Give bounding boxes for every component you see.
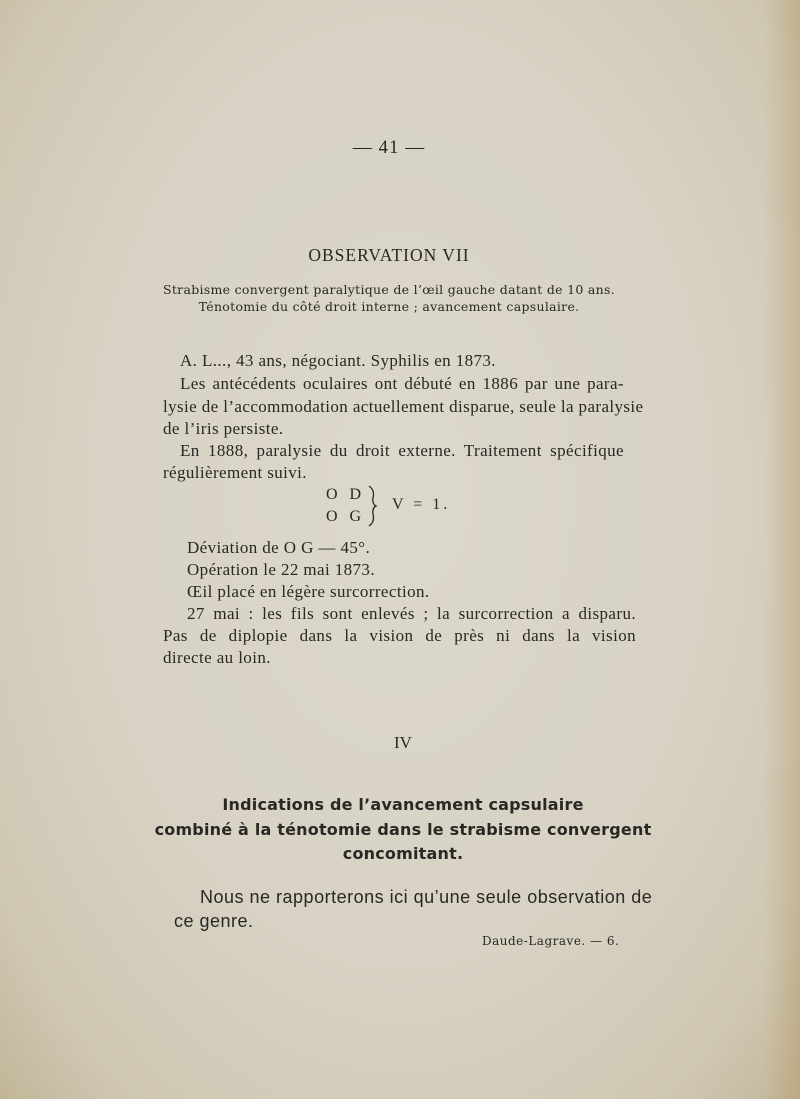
followup-line-3: directe au loin. (163, 648, 271, 667)
closing-line-1: Nous ne rapporterons ici qu’une seule observation de (200, 887, 653, 907)
page-edge-shadow (764, 0, 800, 1099)
section-number: IV (394, 733, 412, 752)
formula-od: O D (326, 486, 366, 503)
section-heading-line-2: combiné à la ténotomie dans le strabisme convergent (154, 820, 652, 839)
observation-subtitle-line-2: Ténotomie du côté droit interne ; avancement capsulaire. (198, 299, 580, 314)
printer-signature: Daude-Lagrave. — 6. (482, 934, 620, 948)
case-intro-line: A. L..., 43 ans, négociant. Syphilis en 1873. (180, 351, 496, 370)
history-line-5: régulièrement suivi. (163, 463, 307, 482)
followup-line-2: Pas de diplopie dans la vision de près ni dans la vision (163, 626, 636, 645)
deviation-line: Déviation de O G — 45°. (187, 538, 371, 557)
observation-title: OBSERVATION VII (308, 245, 470, 265)
observation-subtitle-line-1: Strabisme convergent paralytique de l’œil gauche datant de 10 ans. (162, 282, 615, 297)
formula-og: O G (326, 508, 366, 525)
formula-v-value: V = 1. (392, 496, 451, 513)
operation-line: Opération le 22 mai 1873. (187, 560, 375, 579)
history-line-3: de l’iris persiste. (163, 419, 284, 438)
brace-icon (366, 484, 378, 528)
history-line-1: Les antécédents oculaires ont débuté en 1886 par une para- (180, 374, 624, 393)
history-line-4: En 1888, paralysie du droit externe. Traitement spécifique (180, 441, 624, 460)
section-heading-line-1: Indications de l’avancement capsulaire (222, 795, 584, 814)
page-number: — 41 — (352, 137, 426, 158)
followup-line-1: 27 mai : les fils sont enlevés ; la surcorrection a disparu. (187, 604, 636, 623)
eye-placement-line: Œil placé en légère surcorrection. (187, 582, 430, 601)
section-heading-line-3: concomitant. (342, 844, 464, 863)
history-line-2: lysie de l’accommodation actuellement disparue, seule la paralysie (163, 397, 644, 416)
visual-acuity-formula (322, 484, 472, 534)
closing-line-2: ce genre. (174, 911, 254, 931)
